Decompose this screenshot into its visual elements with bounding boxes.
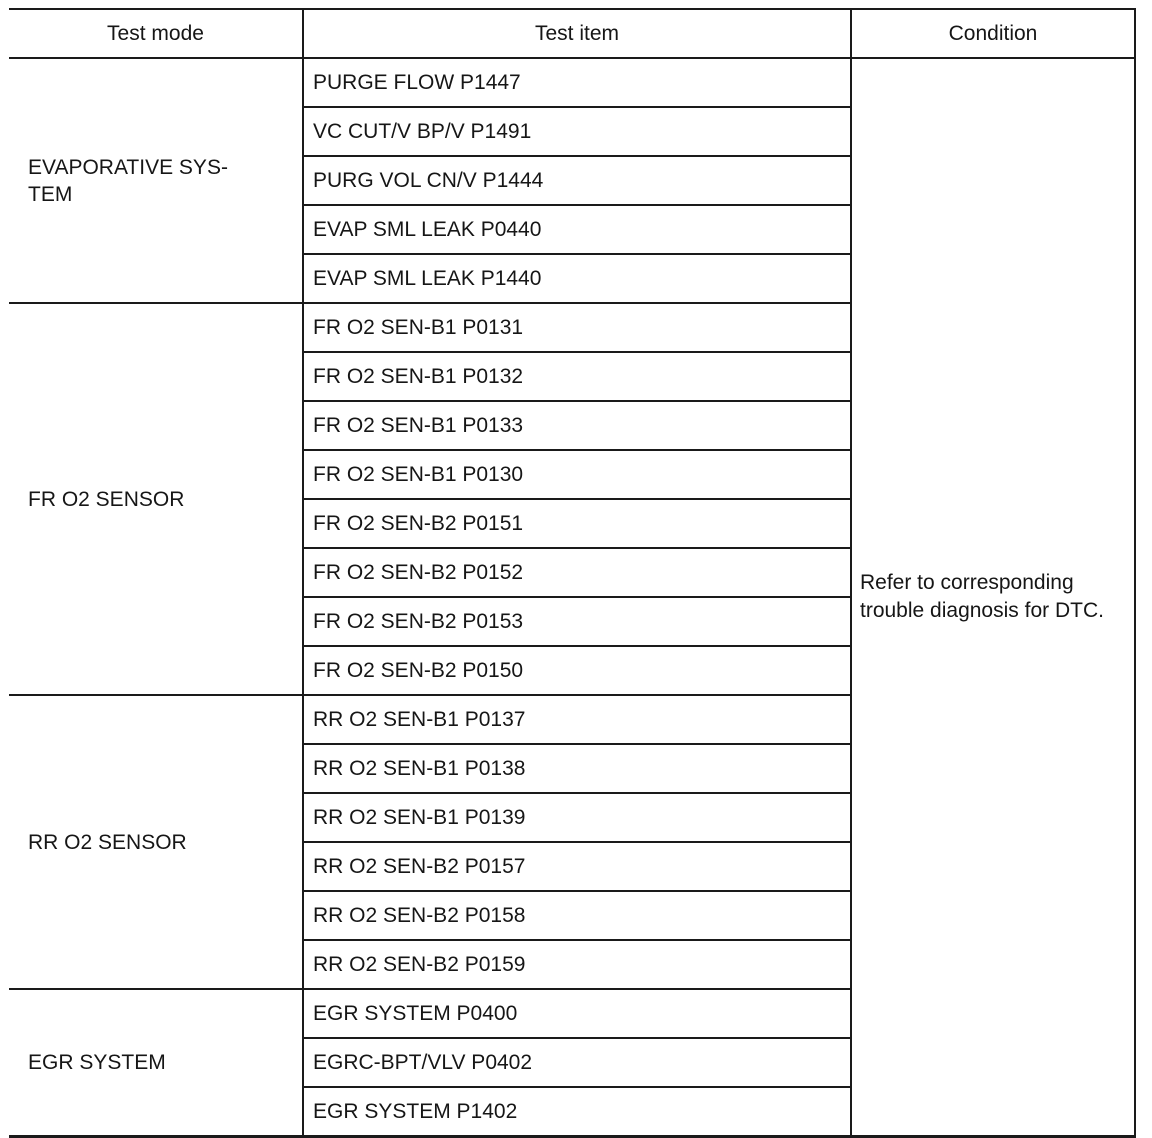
- header-test-item: Test item: [303, 9, 851, 58]
- test-item-cell: FR O2 SEN-B2 P0152: [303, 548, 851, 597]
- test-mode-cell: EVAPORATIVE SYS- TEM: [28, 155, 228, 206]
- table-row: [9, 58, 1135, 107]
- test-item-cell: RR O2 SEN-B1 P0137: [303, 695, 851, 744]
- test-item-cell: EGR SYSTEM P1402: [303, 1087, 851, 1137]
- test-item-cell: VC CUT/V BP/V P1491: [303, 107, 851, 156]
- test-item-cell: EGR SYSTEM P0400: [303, 989, 851, 1038]
- test-item-cell: PURGE FLOW P1447: [303, 58, 851, 107]
- test-mode-cell: EGR SYSTEM: [9, 989, 303, 1137]
- test-item-cell: EGRC-BPT/VLV P0402: [303, 1038, 851, 1087]
- test-item-cell: FR O2 SEN-B1 P0132: [303, 352, 851, 401]
- diagnostic-table: [9, 8, 1136, 1138]
- test-item-cell: RR O2 SEN-B2 P0157: [303, 842, 851, 891]
- test-item-cell: FR O2 SEN-B2 P0153: [303, 597, 851, 646]
- header-test-mode: Test mode: [9, 9, 303, 58]
- table-body: [9, 58, 1135, 1137]
- test-mode-cell: FR O2 SENSOR: [9, 303, 303, 695]
- test-item-cell: FR O2 SEN-B1 P0133: [303, 401, 851, 450]
- test-item-cell: RR O2 SEN-B2 P0158: [303, 891, 851, 940]
- test-item-cell: EVAP SML LEAK P0440: [303, 205, 851, 254]
- test-item-cell: FR O2 SEN-B2 P0150: [303, 646, 851, 695]
- test-item-cell: PURG VOL CN/V P1444: [303, 156, 851, 205]
- test-item-cell: FR O2 SEN-B1 P0130: [303, 450, 851, 499]
- header-row: [9, 9, 1135, 58]
- document-page: [9, 8, 1135, 1138]
- test-item-cell: RR O2 SEN-B2 P0159: [303, 940, 851, 989]
- test-mode-cell: RR O2 SENSOR: [9, 695, 303, 989]
- test-item-cell: FR O2 SEN-B1 P0131: [303, 303, 851, 352]
- test-item-cell: RR O2 SEN-B1 P0138: [303, 744, 851, 793]
- test-item-cell: RR O2 SEN-B1 P0139: [303, 793, 851, 842]
- condition-cell: Refer to corresponding trouble diagnosis for DTC.: [851, 58, 1135, 1137]
- test-item-cell: EVAP SML LEAK P1440: [303, 254, 851, 303]
- test-item-cell: FR O2 SEN-B2 P0151: [303, 499, 851, 548]
- header-condition: Condition: [851, 9, 1135, 58]
